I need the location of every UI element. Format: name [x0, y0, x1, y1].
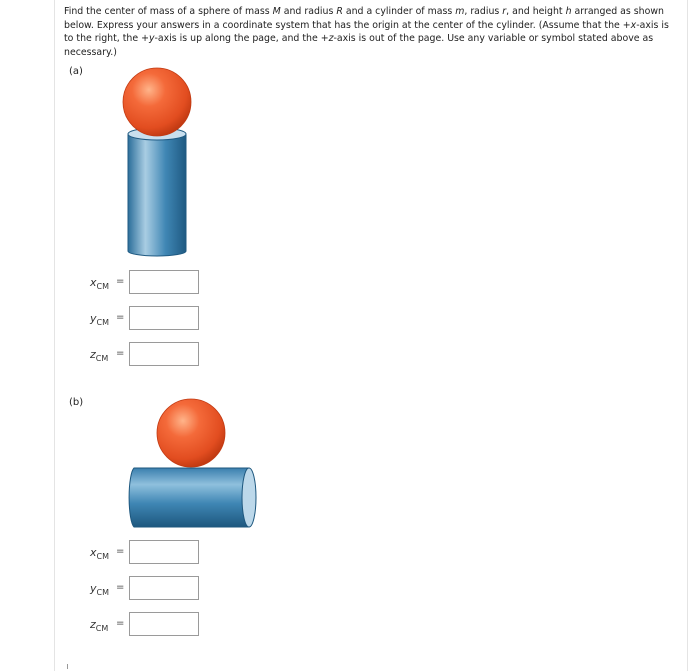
scroll-tick: [67, 664, 68, 669]
problem-statement: Find the center of mass of a sphere of mass M and radius R and a cylinder of mass m, radius r, and height h arranged as shown below. Express your answers in a coordinate system that has the origin at the center of the cylinder. (Assume that the +x-axis is to the right, the +y-axis is up along the page, and the +z-axis is out of the page. Use any variable or symbol stated above as necessary.): [64, 6, 669, 58]
equals-sign: =: [116, 348, 125, 359]
sphere-a: [123, 68, 191, 136]
zcm-label-b: $z_{CM}$: [90, 618, 109, 634]
equals-sign: =: [116, 546, 125, 557]
xcm-input-b[interactable]: [129, 540, 199, 564]
ycm-row-a: [90, 306, 205, 332]
xcm-row-b: [90, 540, 205, 566]
part-a-label: (a): [69, 66, 83, 77]
equals-sign: =: [116, 582, 125, 593]
equals-sign: =: [116, 276, 125, 287]
horizontal-cylinder: [129, 468, 256, 527]
xcm-label-b: $x_{CM}$: [90, 546, 110, 562]
part-b-label: (b): [69, 397, 84, 408]
xcm-row-a: [90, 270, 205, 296]
zcm-input-a[interactable]: [129, 342, 199, 366]
zcm-label-a: $z_{CM}$: [90, 348, 109, 364]
ycm-label-a: $y_{CM}$: [90, 312, 110, 328]
equals-sign: =: [116, 618, 125, 629]
zcm-row-b: [90, 612, 205, 638]
ycm-input-a[interactable]: [129, 306, 199, 330]
zcm-input-b[interactable]: [129, 612, 199, 636]
sphere-b: [157, 399, 225, 467]
sphere-on-vertical-cylinder-figure: [115, 62, 205, 262]
equals-sign: =: [116, 312, 125, 323]
ycm-input-b[interactable]: [129, 576, 199, 600]
sphere-on-horizontal-cylinder-figure: [122, 395, 267, 535]
zcm-row-a: [90, 342, 205, 368]
ycm-row-b: [90, 576, 205, 602]
ycm-label-b: $y_{CM}$: [90, 582, 110, 598]
vertical-cylinder: [128, 128, 186, 256]
xcm-input-a[interactable]: [129, 270, 199, 294]
xcm-label-a: $x_{CM}$: [90, 276, 110, 292]
